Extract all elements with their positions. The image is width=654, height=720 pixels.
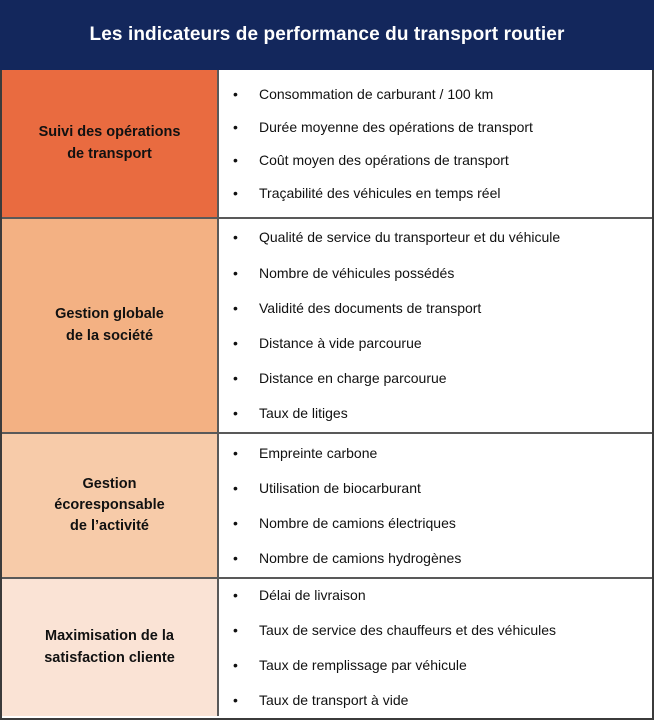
- list-item: [233, 361, 642, 396]
- list-item: [233, 683, 642, 716]
- kpi-list-cell: [219, 70, 652, 217]
- category-label-line: Suivi des opérations: [38, 124, 181, 141]
- category-cell-gestion-globale: [2, 219, 219, 432]
- category-cell-gestion-ecoresponsable: [2, 434, 219, 577]
- list-item: [233, 579, 642, 612]
- bullet-icon: •: [233, 405, 238, 422]
- table-row: [2, 434, 652, 579]
- list-item: [233, 144, 642, 177]
- list-item: [233, 648, 642, 683]
- category-label: [44, 626, 175, 668]
- list-item: [233, 541, 642, 576]
- bullet-icon: •: [233, 229, 238, 246]
- category-label-line: de la société: [65, 327, 154, 344]
- category-label-line: de l’activité: [70, 518, 149, 534]
- bullet-icon: •: [233, 692, 238, 709]
- bullet-icon: •: [233, 657, 238, 673]
- list-item: [233, 506, 642, 541]
- category-label-line: satisfaction cliente: [44, 649, 175, 666]
- kpi-text: Durée moyenne des opérations de transport: [259, 118, 533, 135]
- bullet-icon: •: [233, 444, 238, 461]
- kpi-list-cell: [219, 579, 652, 716]
- kpi-table: [0, 70, 654, 720]
- kpi-text: Coût moyen des opérations de transport: [259, 152, 509, 168]
- kpi-list: [233, 77, 642, 210]
- list-item: [233, 470, 642, 505]
- kpi-text: Nombre de camions électriques: [259, 515, 456, 531]
- category-label-line: Maximisation de la: [45, 628, 174, 645]
- kpi-text: Taux de litiges: [259, 405, 348, 422]
- kpi-text: Consommation de carburant / 100 km: [259, 85, 494, 102]
- kpi-text: Empreinte carbone: [259, 444, 378, 461]
- list-item: [233, 326, 642, 361]
- category-label: [54, 474, 164, 537]
- list-item: [233, 396, 642, 431]
- list-item: [233, 612, 642, 647]
- bullet-icon: •: [233, 370, 238, 387]
- bullet-icon: •: [233, 152, 238, 168]
- page-header-banner: [0, 0, 654, 70]
- bullet-icon: •: [233, 515, 238, 531]
- kpi-text: Taux de remplissage par véhicule: [259, 657, 467, 673]
- list-item: [233, 255, 642, 290]
- category-cell-suivi-des-operations: [2, 70, 219, 217]
- category-label-line: Gestion: [82, 475, 137, 492]
- table-row: [2, 579, 652, 716]
- bullet-icon: •: [233, 621, 238, 638]
- bullet-icon: •: [233, 335, 238, 351]
- bullet-icon: •: [233, 586, 238, 603]
- category-cell-maximisation-satisfaction: [2, 579, 219, 716]
- page-title: Les indicateurs de performance du transport routier: [89, 24, 565, 45]
- kpi-list: [233, 435, 642, 576]
- kpi-text: Distance à vide parcourue: [259, 335, 422, 351]
- list-item: [233, 435, 642, 470]
- kpi-list: [233, 220, 642, 431]
- bullet-icon: •: [233, 550, 238, 567]
- bullet-icon: •: [233, 264, 238, 281]
- kpi-text: Qualité de service du transporteur et du véhicule: [259, 229, 561, 246]
- category-label: [55, 304, 164, 346]
- bullet-icon: •: [233, 118, 238, 135]
- kpi-text: Distance en charge parcourue: [259, 370, 447, 387]
- list-item: [233, 77, 642, 110]
- category-label-line: Gestion globale: [55, 306, 164, 323]
- list-item: [233, 177, 642, 210]
- kpi-text: Nombre de camions hydrogènes: [259, 550, 462, 567]
- kpi-text: Taux de transport à vide: [259, 692, 409, 709]
- kpi-text: Traçabilité des véhicules en temps réel: [259, 185, 501, 202]
- kpi-text: Taux de service des chauffeurs et des véhicules: [259, 621, 557, 638]
- category-label: [39, 122, 181, 164]
- list-item: [233, 290, 642, 325]
- bullet-icon: •: [233, 479, 238, 496]
- kpi-list: [233, 579, 642, 716]
- bullet-icon: •: [233, 185, 238, 202]
- category-label-line: écoresponsable: [54, 496, 165, 513]
- list-item: [233, 110, 642, 143]
- category-label-line: de transport: [67, 145, 152, 162]
- kpi-text: Validité des documents de transport: [259, 299, 482, 316]
- kpi-list-cell: [219, 219, 652, 432]
- kpi-text: Utilisation de biocarburant: [259, 479, 421, 496]
- kpi-list-cell: [219, 434, 652, 577]
- list-item: [233, 220, 642, 255]
- kpi-text: Délai de livraison: [259, 586, 366, 603]
- kpi-text: Nombre de véhicules possédés: [259, 264, 455, 281]
- bullet-icon: •: [233, 85, 238, 102]
- bullet-icon: •: [233, 299, 238, 316]
- table-row: [2, 219, 652, 434]
- table-row: [2, 70, 652, 219]
